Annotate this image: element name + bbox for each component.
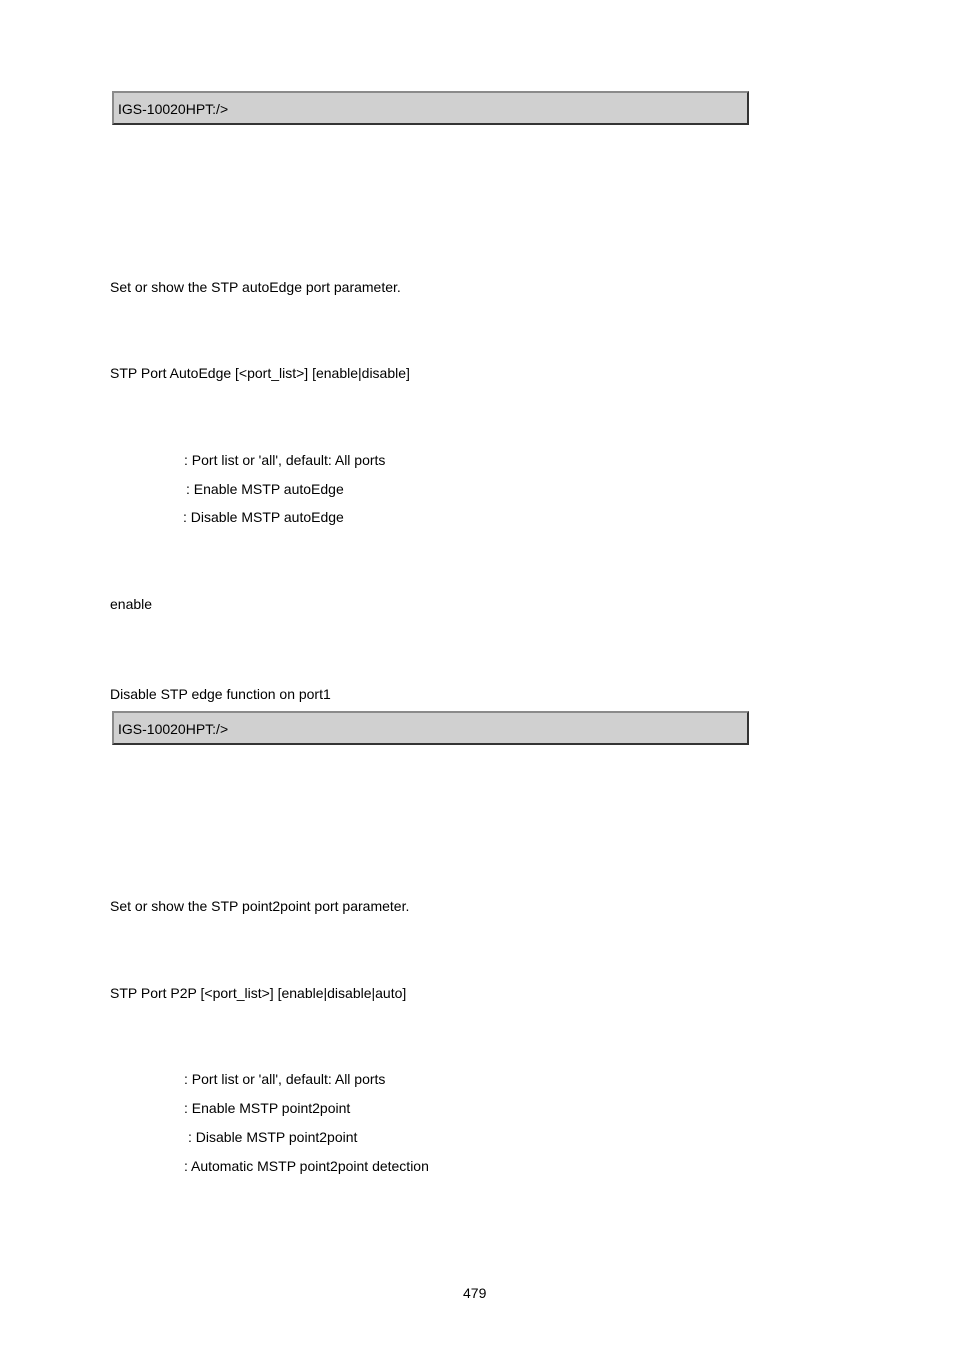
autoedge-param-port-list: : Port list or 'all', default: All ports bbox=[184, 452, 386, 468]
autoedge-param-enable: : Enable MSTP autoEdge bbox=[186, 481, 344, 497]
autoedge-description: Set or show the STP autoEdge port parameter. bbox=[110, 279, 401, 295]
autoedge-syntax: STP Port AutoEdge [<port_list>] [enable|disable] bbox=[110, 365, 410, 381]
cli-prompt-box-1 bbox=[112, 91, 749, 125]
p2p-param-disable: : Disable MSTP point2point bbox=[188, 1129, 358, 1145]
autoedge-param-disable: : Disable MSTP autoEdge bbox=[183, 509, 344, 525]
p2p-param-port-list: : Port list or 'all', default: All ports bbox=[184, 1071, 386, 1087]
autoedge-default: enable bbox=[110, 596, 153, 612]
p2p-param-auto: : Automatic MSTP point2point detection bbox=[184, 1158, 429, 1174]
p2p-param-enable: : Enable MSTP point2point bbox=[184, 1100, 351, 1116]
p2p-description: Set or show the STP point2point port parameter. bbox=[110, 898, 410, 914]
cli-prompt-box-2 bbox=[112, 711, 749, 745]
cli-prompt: IGS-10020HPT:/> bbox=[118, 101, 229, 117]
cli-prompt: IGS-10020HPT:/> bbox=[118, 721, 229, 737]
p2p-syntax: STP Port P2P [<port_list>] [enable|disable|auto] bbox=[110, 985, 407, 1001]
autoedge-example-description: Disable STP edge function on port1 bbox=[110, 686, 331, 702]
page-number: 479 bbox=[463, 1285, 487, 1301]
